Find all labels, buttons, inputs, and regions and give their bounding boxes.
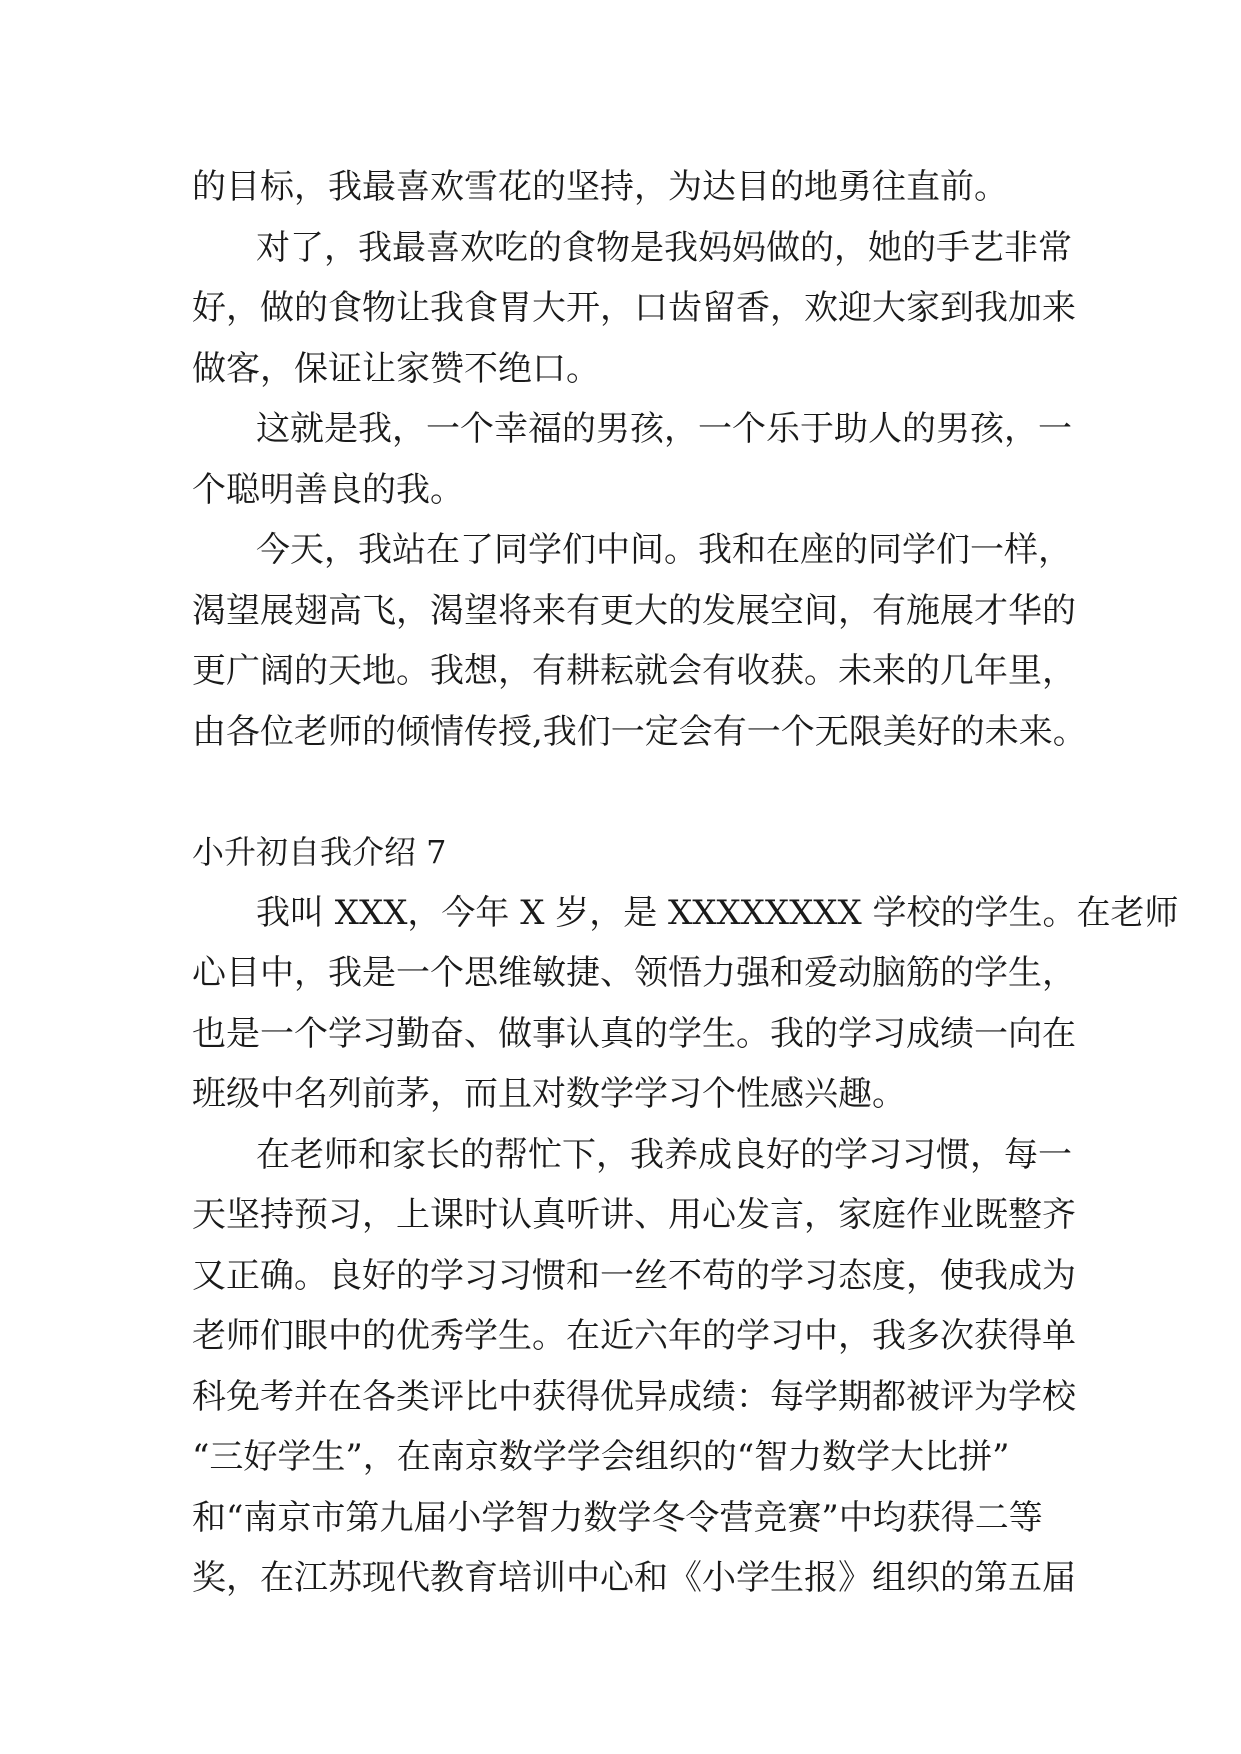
paragraph-line: 科免考并在各类评比中获得优异成绩：每学期都被评为学校 bbox=[192, 1376, 1076, 1417]
paragraph-line: 今天，我站在了同学们中间。我和在座的同学们一样， bbox=[256, 530, 1072, 570]
paragraph-line: 对了，我最喜欢吃的食物是我妈妈做的，她的手艺非常 bbox=[256, 227, 1072, 268]
paragraph-line: 心目中，我是一个思维敏捷、领悟力强和爱动脑筋的学生， bbox=[192, 953, 1076, 993]
section-title: 小升初自我介绍 7 bbox=[192, 833, 447, 871]
paragraph-6 bbox=[192, 1125, 1076, 1609]
section-spacer bbox=[192, 762, 1054, 822]
paragraph-line: 又正确。良好的学习习惯和一丝不苟的学习态度，使我成为 bbox=[192, 1255, 1076, 1296]
paragraph-1 bbox=[192, 157, 1054, 218]
document-body bbox=[192, 157, 1179, 1609]
paragraph-line: 班级中名列前茅，而且对数学学习个性感兴趣。 bbox=[192, 1074, 906, 1114]
paragraph-line: 由各位老师的倾情传授,我们一定会有一个无限美好的未来。 bbox=[192, 711, 1087, 752]
paragraph-line: 个聪明善良的我。 bbox=[192, 469, 464, 510]
paragraph-5 bbox=[192, 883, 1179, 1125]
paragraph-line: 的目标，我最喜欢雪花的坚持，为达目的地勇往直前。 bbox=[192, 167, 1008, 207]
paragraph-line: 做客，保证让家赞不绝口。 bbox=[192, 348, 600, 389]
paragraph-line: “三好学生”，在南京数学学会组织的“智力数学大比拼” bbox=[192, 1437, 1010, 1477]
paragraph-line: 这就是我，一个幸福的男孩，一个乐于助人的男孩，一 bbox=[256, 409, 1072, 449]
paragraph-line: 在老师和家长的帮忙下，我养成良好的学习习惯，每一 bbox=[256, 1134, 1072, 1175]
paragraph-line: 奖，在江苏现代教育培训中心和《小学生报》组织的第五届 bbox=[192, 1558, 1076, 1598]
paragraph-line: 和“南京市第九届小学智力数学冬令营竞赛”中均获得二等 bbox=[192, 1497, 1043, 1538]
paragraph-line: 天坚持预习，上课时认真听讲、用心发言，家庭作业既整齐 bbox=[192, 1195, 1076, 1235]
paragraph-4 bbox=[192, 520, 1087, 762]
paragraph-line: 也是一个学习勤奋、做事认真的学生。我的学习成绩一向在 bbox=[192, 1013, 1076, 1054]
paragraph-2 bbox=[192, 218, 1076, 400]
paragraph-3 bbox=[192, 399, 1072, 520]
paragraph-line: 我叫 XXX，今年 X 岁，是 XXXXXXXX 学校的学生。在老师 bbox=[256, 892, 1179, 933]
paragraph-line: 老师们眼中的优秀学生。在近六年的学习中，我多次获得单 bbox=[192, 1316, 1076, 1356]
paragraph-line: 好，做的食物让我食胃大开，口齿留香，欢迎大家到我加来 bbox=[192, 288, 1076, 328]
paragraph-line: 渴望展翅高飞，渴望将来有更大的发展空间，有施展才华的 bbox=[192, 590, 1076, 631]
paragraph-line: 更广阔的天地。我想，有耕耘就会有收获。未来的几年里， bbox=[192, 651, 1076, 691]
